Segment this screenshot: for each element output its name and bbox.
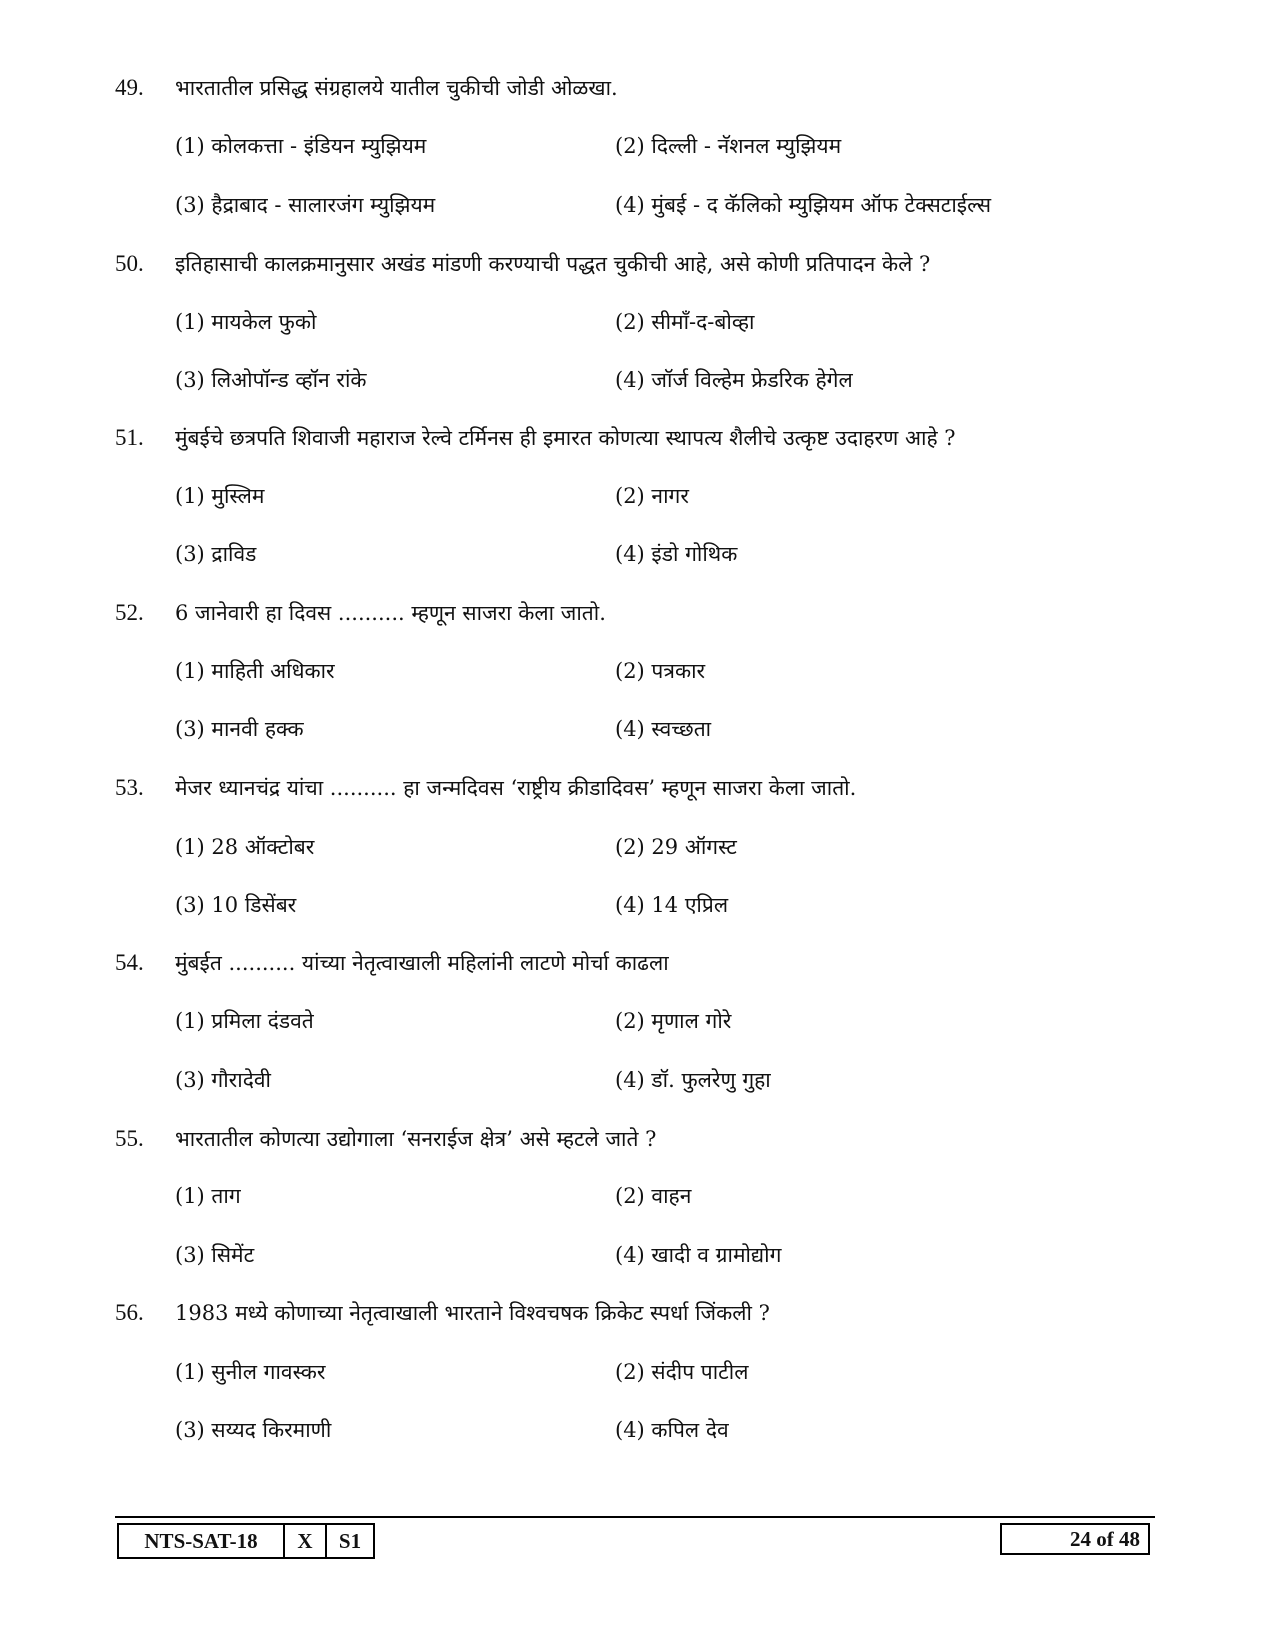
option-4: (4) स्वच्छता [615, 717, 712, 741]
option-1: (1) सुनील गावस्कर [175, 1360, 326, 1384]
question-number: 56. [115, 1300, 144, 1325]
option-2: (2) संदीप पाटील [615, 1360, 749, 1384]
option-4: (4) खादी व ग्रामोद्योग [615, 1243, 782, 1267]
option-1: (1) मुस्लिम [175, 484, 265, 508]
option-3: (3) सिमेंट [175, 1243, 255, 1267]
question-number: 49. [115, 75, 144, 100]
option-2: (2) दिल्ली - नॅशनल म्युझियम [615, 134, 842, 158]
option-3: (3) लिओपॉन्ड व्हॉन रांके [175, 368, 367, 392]
option-1: (1) प्रमिला दंडवते [175, 1009, 314, 1033]
option-4: (4) जॉर्ज विल्हेम फ्रेडरिक हेगेल [615, 368, 853, 392]
option-2: (2) पत्रकार [615, 659, 706, 683]
paper-code-box [117, 1523, 375, 1559]
question-text: भारतातील प्रसिद्ध संग्रहालये यातील चुकीची जोडी ओळखा. [175, 76, 618, 100]
question-text: मेजर ध्यानचंद्र यांचा .......... हा जन्मदिवस ‘राष्ट्रीय क्रीडादिवस’ म्हणून साजरा केला जातो. [175, 776, 857, 800]
option-3: (3) हैद्राबाद - सालारजंग म्युझियम [175, 193, 436, 217]
option-2: (2) नागर [615, 484, 689, 508]
question-text: मुंबईचे छत्रपति शिवाजी महाराज रेल्वे टर्मिनस ही इमारत कोणत्या स्थापत्य शैलीचे उत्कृष्ट उदाहरण आहे ? [175, 426, 956, 450]
option-1: (1) ताग [175, 1184, 241, 1208]
option-3: (3) मानवी हक्क [175, 717, 304, 741]
page-number: 24 of 48 [1000, 1523, 1150, 1555]
question-number: 51. [115, 425, 144, 450]
option-3: (3) सय्यद किरमाणी [175, 1418, 332, 1442]
question-text: मुंबईत .......... यांच्या नेतृत्वाखाली महिलांनी लाटणे मोर्चा काढला [175, 951, 669, 975]
option-2: (2) वाहन [615, 1184, 692, 1208]
option-2: (2) सीमाँ-द-बोव्हा [615, 310, 755, 334]
option-1: (1) कोलकत्ता - इंडियन म्युझियम [175, 134, 427, 158]
option-1: (1) मायकेल फुको [175, 310, 317, 334]
question-number: 52. [115, 600, 144, 625]
option-1: (1) 28 ऑक्टोबर [175, 835, 315, 859]
question-text: इतिहासाची कालक्रमानुसार अखंड मांडणी करण्याची पद्धत चुकीची आहे, असे कोणी प्रतिपादन केले ? [175, 252, 931, 276]
option-4: (4) 14 एप्रिल [615, 893, 729, 917]
option-2: (2) मृणाल गोरे [615, 1009, 732, 1033]
question-number: 54. [115, 950, 144, 975]
question-number: 55. [115, 1126, 144, 1151]
question-text: 1983 मध्ये कोणाच्या नेतृत्वाखाली भारताने विश्वचषक क्रिकेट स्पर्धा जिंकली ? [175, 1301, 770, 1325]
option-4: (4) डॉ. फुलरेणु गुहा [615, 1068, 771, 1092]
footer-divider [115, 1516, 1155, 1518]
set-code: S1 [325, 1525, 373, 1557]
question-number: 53. [115, 775, 144, 800]
option-3: (3) द्राविड [175, 542, 257, 566]
option-4: (4) इंडो गोथिक [615, 542, 738, 566]
option-3: (3) 10 डिसेंबर [175, 893, 297, 917]
option-3: (3) गौरादेवी [175, 1068, 271, 1092]
medium-code: X [283, 1525, 325, 1557]
option-4: (4) मुंबई - द कॅलिको म्युझियम ऑफ टेक्सटाईल्स [615, 193, 992, 217]
question-number: 50. [115, 251, 144, 276]
question-text: भारतातील कोणत्या उद्योगाला ‘सनराईज क्षेत्र’ असे म्हटले जाते ? [175, 1127, 657, 1151]
option-2: (2) 29 ऑगस्ट [615, 835, 737, 859]
paper-code: NTS-SAT-18 [144, 1528, 258, 1553]
option-4: (4) कपिल देव [615, 1418, 729, 1442]
question-text: 6 जानेवारी हा दिवस .......... म्हणून साजरा केला जातो. [175, 601, 606, 625]
option-1: (1) माहिती अधिकार [175, 659, 335, 683]
